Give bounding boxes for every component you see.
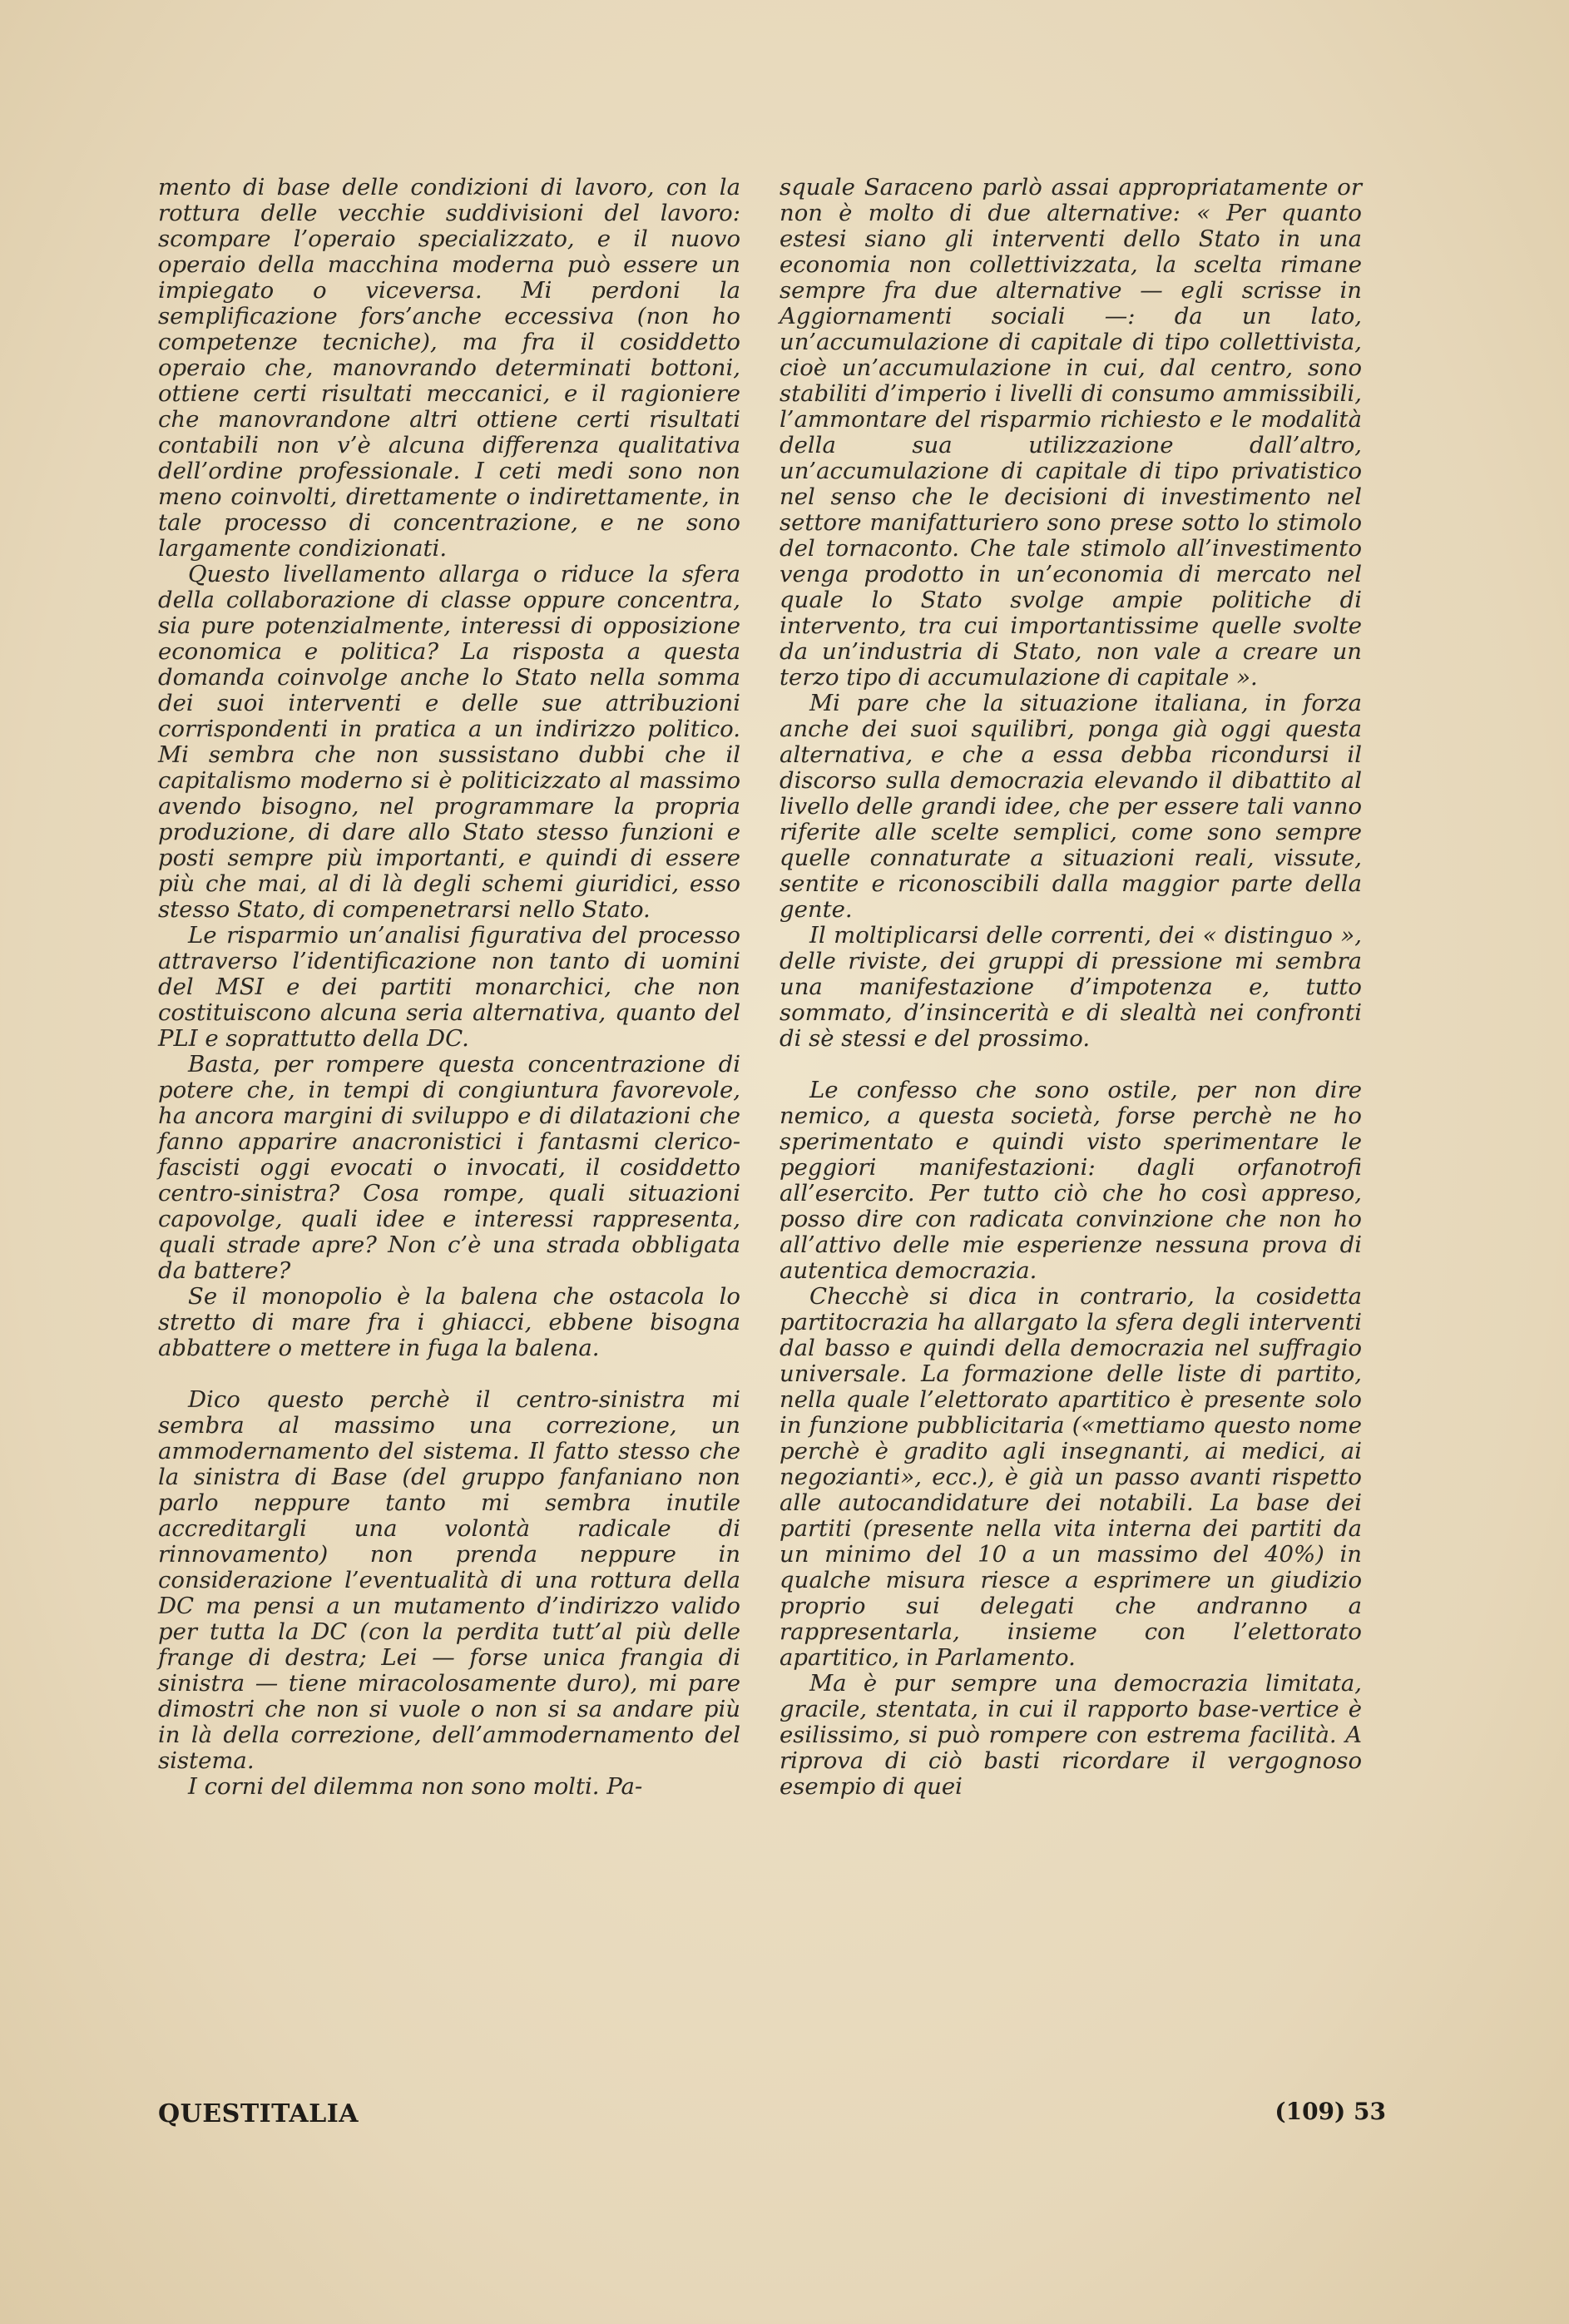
page-number: (109) 53 xyxy=(1275,2098,1386,2125)
paragraph: Ma è pur sempre una democrazia limitata, gracile, stentata, in cui il rapporto base-vertice è esilissimo, si può rompere con estrema facilità. A riprova di ciò basti ricordare il vergognoso esempio di quei xyxy=(780,1670,1362,1800)
paragraph: I corni del dilemma non sono molti. Pa- xyxy=(188,1773,643,1800)
paragraph: mento di base delle condizioni di lavoro, con la rottura delle vecchie suddivisioni del lavoro: scompare l’operaio specializzato, e il nuovo operaio della macchina moderna può essere un impiegato o viceversa. Mi perdoni la semplificazione fors’anche eccessiva (non ho competenze tecniche), ma fra il cosiddetto operaio che, manovrando determinati bottoni, ottiene certi risultati meccanici, e il ragioniere che manovrandone altri ottiene certi risultati contabili non v’è alcuna differenza qualitativa dell’ordine professionale. I ceti medi sono non meno coinvolti, direttamente o indirettamente, in tale processo di concentrazione, e ne sono largamente condizionati. xyxy=(158,174,740,562)
paragraph: squale Saraceno parlò assai appropriatamente or non è molto di due alternative: « Per quanto estesi siano gli interventi dello Stato in una economia non collettivizzata, la scelta rimane sempre fra due alternative — egli scrisse in Aggiornamenti sociali —: da un lato, un’accumulazione di capitale di tipo collettivista, cioè un’accumulazione in cui, dal centro, sono stabiliti d’imperio i livelli di consumo ammissibili, l’ammontare del risparmio richiesto e le modalità della sua utilizzazione dall’altro, un’accumulazione di capitale di tipo privatistico nel senso che le decisioni di investimento nel settore manifatturiero sono prese sotto lo stimolo del tornaconto. Che tale stimolo all’investimento venga prodotto in un’economia di mercato nel quale lo Stato svolge ampie politiche di intervento, tra cui importantissime quelle svolte da un’industria di Stato, non vale a creare un terzo tipo di accumulazione di capitale ». xyxy=(780,174,1362,691)
paragraph: Le risparmio un’analisi figurativa del processo attraverso l’identificazione non tanto di uomini del MSI e dei partiti monarchici, che non costituiscono alcuna seria alternativa, quanto del PLI e soprattutto della DC. xyxy=(158,922,740,1052)
paragraph: Questo livellamento allarga o riduce la sfera della collaborazione di classe oppure concentra, sia pure potenzialmente, interessi di opposizione economica e politica? La risposta a questa domanda coinvolge anche lo Stato nella somma dei suoi interventi e delle sue attribuzioni corrispondenti in pratica a un indirizzo politico. Mi sembra che non sussistano dubbi che il capitalismo moderno si è politicizzato al massimo avendo bisogno, nel programmare la propria produzione, di dare allo Stato stesso funzioni e posti sempre più importanti, e quindi di essere più che mai, al di là degli schemi giuridici, esso stesso Stato, di compenetrarsi nello Stato. xyxy=(158,561,740,923)
paragraph: Mi pare che la situazione italiana, in forza anche dei suoi squilibri, ponga già oggi questa alternativa, e che a essa debba ricondursi il discorso sulla democrazia elevando il dibattito al livello delle grandi idee, che per essere tali vanno riferite alle scelte semplici, come sono sempre quelle connaturate a situazioni reali, vissute, sentite e riconoscibili dalla maggior parte della gente. xyxy=(780,690,1362,923)
paragraph: Il moltiplicarsi delle correnti, dei « distinguo », delle riviste, dei gruppi di pressione mi sembra una manifestazione d’impotenza e, tutto sommato, d’insincerità e di slealtà nei confronti di sè stessi e del prossimo. xyxy=(780,922,1362,1052)
paragraph: Le confesso che sono ostile, per non dire nemico, a questa società, forse perchè ne ho sperimentato e quindi visto sperimentare le peggiori manifestazioni: dagli orfanotrofi all’esercito. Per tutto ciò che ho così appreso, posso dire con radicata convinzione che non ho all’attivo delle mie esperienze nessuna prova di autentica democrazia. xyxy=(780,1077,1362,1284)
right-column xyxy=(780,175,1362,1800)
left-column xyxy=(158,175,740,1800)
magazine-name: QUESTITALIA xyxy=(158,2099,359,2128)
paragraph: Basta, per rompere questa concentrazione di potere che, in tempi di congiuntura favorevole, ha ancora margini di sviluppo e di dilatazioni che fanno apparire anacronistici i fantasmi clerico-fascisti oggi evocati o invocati, il cosiddetto centro-sinistra? Cosa rompe, quali situazioni capovolge, quali idee e interessi rappresenta, quali strade apre? Non c’è una strada obbligata da battere? xyxy=(158,1051,740,1284)
paragraph: Checchè si dica in contrario, la cosidetta partitocrazia ha allargato la sfera degli interventi dal basso e quindi della democrazia nel suffragio universale. La formazione delle liste di partito, nella quale l’elettorato apartitico è presente solo in funzione pubblicitaria («mettiamo questo nome perchè è gradito agli insegnanti, ai medici, ai negozianti», ecc.), è già un passo avanti rispetto alle autocandidature dei notabili. La base dei partiti (presente nella vita interna dei partiti da un minimo del 10 a un massimo del 40%) in qualche misura riesce a esprimere un giudizio proprio sui delegati che andranno a rappresentarla, insieme con l’elettorato apartitico, in Parlamento. xyxy=(780,1283,1362,1671)
paragraph: Dico questo perchè il centro-sinistra mi sembra al massimo una correzione, un ammodernamento del sistema. Il fatto stesso che la sinistra di Base (del gruppo fanfaniano non parlo neppure tanto mi sembra inutile accreditargli una volontà radicale di rinnovamento) non prenda neppure in considerazione l’eventualità di una rottura della DC ma pensi a un mutamento d’indirizzo valido per tutta la DC (con la perdita tutt’al più delle frange di destra; Lei — forse unica frangia di sinistra — tiene miracolosamente duro), mi pare dimostri che non si vuole o non si sa andare più in là della correzione, dell’ammodernamento del sistema. xyxy=(158,1386,740,1774)
paragraph: Se il monopolio è la balena che ostacola lo stretto di mare fra i ghiacci, ebbene bisogna abbattere o mettere in fuga la balena. xyxy=(158,1283,740,1361)
